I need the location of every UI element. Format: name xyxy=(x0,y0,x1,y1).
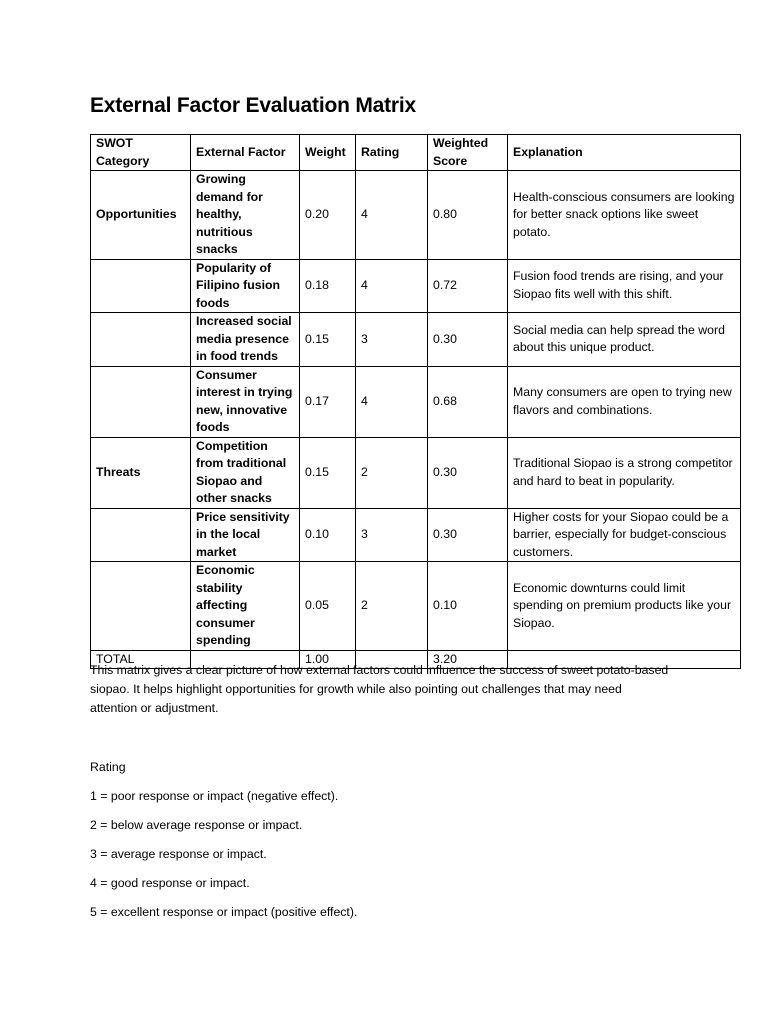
table-row xyxy=(91,171,741,260)
rating-legend-item: 3 = average response or impact. xyxy=(90,847,267,861)
cell-explanation: Health-conscious consumers are looking for better snack options like sweet potato. xyxy=(508,171,741,260)
cell-factor: Consumer interest in trying new, innovative foods xyxy=(191,366,300,437)
cell-factor: Increased social media presence in food trends xyxy=(191,313,300,367)
cell-rating: 2 xyxy=(356,437,428,508)
cell-explanation: Economic downturns could limit spending on premium products like your Siopao. xyxy=(508,562,741,651)
header-external-factor: External Factor xyxy=(191,135,300,171)
table-row xyxy=(91,437,741,508)
efe-matrix-table xyxy=(90,134,741,669)
table-header-row xyxy=(91,135,741,171)
cell-factor: Price sensitivity in the local market xyxy=(191,508,300,562)
rating-legend-item: 5 = excellent response or impact (positive effect). xyxy=(90,905,358,919)
header-swot-category: SWOT Category xyxy=(91,135,191,171)
cell-score: 0.68 xyxy=(428,366,508,437)
cell-score: 0.80 xyxy=(428,171,508,260)
cell-weight: 0.15 xyxy=(300,313,356,367)
cell-weight: 0.17 xyxy=(300,366,356,437)
total-weight: 1.00 xyxy=(300,650,356,668)
rating-legend-item: 4 = good response or impact. xyxy=(90,876,250,890)
total-score: 3.20 xyxy=(428,650,508,668)
cell-score: 0.30 xyxy=(428,508,508,562)
cell-explanation: Many consumers are open to trying new flavors and combinations. xyxy=(508,366,741,437)
document-title: External Factor Evaluation Matrix xyxy=(90,94,416,117)
cell-factor: Economic stability affecting consumer spending xyxy=(191,562,300,651)
rating-legend-item: 1 = poor response or impact (negative effect). xyxy=(90,789,339,803)
rating-legend xyxy=(90,758,357,932)
cell-score: 0.72 xyxy=(428,259,508,313)
table-row xyxy=(91,313,741,367)
total-label: TOTAL xyxy=(91,650,191,668)
rating-legend-item: 2 = below average response or impact. xyxy=(90,818,303,832)
cell-category: Opportunities xyxy=(91,171,191,260)
cell-rating: 4 xyxy=(356,259,428,313)
header-explanation: Explanation xyxy=(508,135,741,171)
cell-rating: 2 xyxy=(356,562,428,651)
header-weight: Weight xyxy=(300,135,356,171)
cell-weight: 0.05 xyxy=(300,562,356,651)
table-row xyxy=(91,508,741,562)
cell-rating: 3 xyxy=(356,313,428,367)
cell-factor: Growing demand for healthy, nutritious snacks xyxy=(191,171,300,260)
cell-rating: 4 xyxy=(356,171,428,260)
cell-category xyxy=(91,313,191,367)
cell-score: 0.30 xyxy=(428,437,508,508)
cell-rating: 3 xyxy=(356,508,428,562)
cell-category xyxy=(91,508,191,562)
table-row xyxy=(91,259,741,313)
cell-rating: 4 xyxy=(356,366,428,437)
summary-paragraph: This matrix gives a clear picture of how external factors could influence the success of sweet potato-based siopao. It helps highlight opportunities for growth while also pointing out challenges that may need attention or adjustment. xyxy=(90,663,669,715)
cell-explanation: Traditional Siopao is a strong competitor and hard to beat in popularity. xyxy=(508,437,741,508)
cell-category xyxy=(91,562,191,651)
header-weighted-score: Weighted Score xyxy=(428,135,508,171)
cell-explanation: Higher costs for your Siopao could be a barrier, especially for budget-conscious customers. xyxy=(508,508,741,562)
cell-weight: 0.15 xyxy=(300,437,356,508)
cell-category xyxy=(91,259,191,313)
cell-factor: Popularity of Filipino fusion foods xyxy=(191,259,300,313)
cell-category: Threats xyxy=(91,437,191,508)
table-row xyxy=(91,366,741,437)
cell-weight: 0.20 xyxy=(300,171,356,260)
cell-weight: 0.10 xyxy=(300,508,356,562)
cell-explanation: Social media can help spread the word about this unique product. xyxy=(508,313,741,367)
cell-category xyxy=(91,366,191,437)
cell-score: 0.30 xyxy=(428,313,508,367)
rating-legend-heading: Rating xyxy=(90,760,126,774)
header-rating: Rating xyxy=(356,135,428,171)
cell-factor: Competition from traditional Siopao and other snacks xyxy=(191,437,300,508)
table-row xyxy=(91,562,741,651)
cell-explanation: Fusion food trends are rising, and your Siopao fits well with this shift. xyxy=(508,259,741,313)
cell-score: 0.10 xyxy=(428,562,508,651)
cell-weight: 0.18 xyxy=(300,259,356,313)
